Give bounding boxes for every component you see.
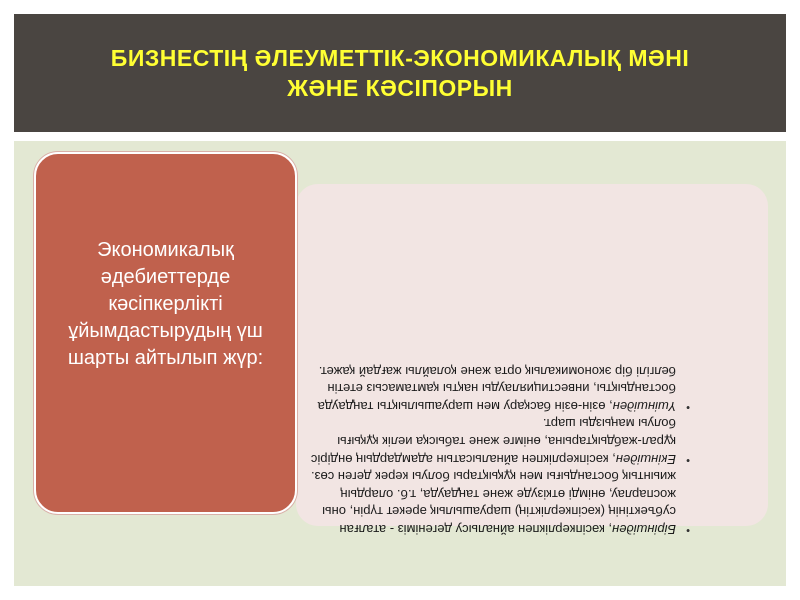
bullet-text-2: , кәсіпкерлікпен айналысатын адамдардың өндіріс құрал-жабдықтарына, өнімге және табысқа иелік құқығы болуы маңызды шарт. — [310, 416, 676, 467]
bullet-item-3 — [310, 362, 690, 415]
bullet-item-2 — [310, 415, 690, 468]
bullet-item-1 — [310, 468, 690, 538]
bullet-lead-3: Үшіншіден — [612, 398, 676, 414]
conditions-heading-box — [34, 152, 297, 514]
bullet-marker: • — [686, 400, 690, 413]
conditions-heading-text: Экономикалық әдебиеттерде кәсіпкерлікті ұйымдастырудың үш шарты айтылып жүр: — [67, 238, 264, 369]
bullet-lead-1: Біріншіден — [612, 522, 676, 537]
bullet-list — [310, 153, 690, 538]
bullet-marker: • — [686, 453, 690, 466]
bullet-lead-2: Екіншіден — [615, 451, 676, 467]
bullet-text-3: , өзін-өзін басқару мен шаруашылықты таңдауда бостандықты, инвестициялауды нақты қамтамасыз ететін белгілі бір экономикалық орта және қолайлы жағдай қажет. — [317, 363, 676, 414]
bullet-text-1: , кәсіпкерлікпен айналысу дегеніміз - аталған субъектінің (кәсіпкерліктің) шаруашылық әрекет түрін, оны жоспарлау, өнімді өткізуде және таңдауда, т.б. олардың жиынтық бостандығы мен құқықтары болуы керек деген сөз. — [310, 469, 676, 537]
slide-title-line-1: БИЗНЕСТІҢ ӘЛЕУМЕТТІК-ЭКОНОМИКАЛЫҚ МӘНІ — [110, 45, 690, 71]
title-bar — [14, 14, 786, 132]
bullet-marker: • — [686, 524, 690, 536]
slide-title-line-2: ЖӘНЕ КӘСІПОРЫН — [287, 75, 513, 101]
